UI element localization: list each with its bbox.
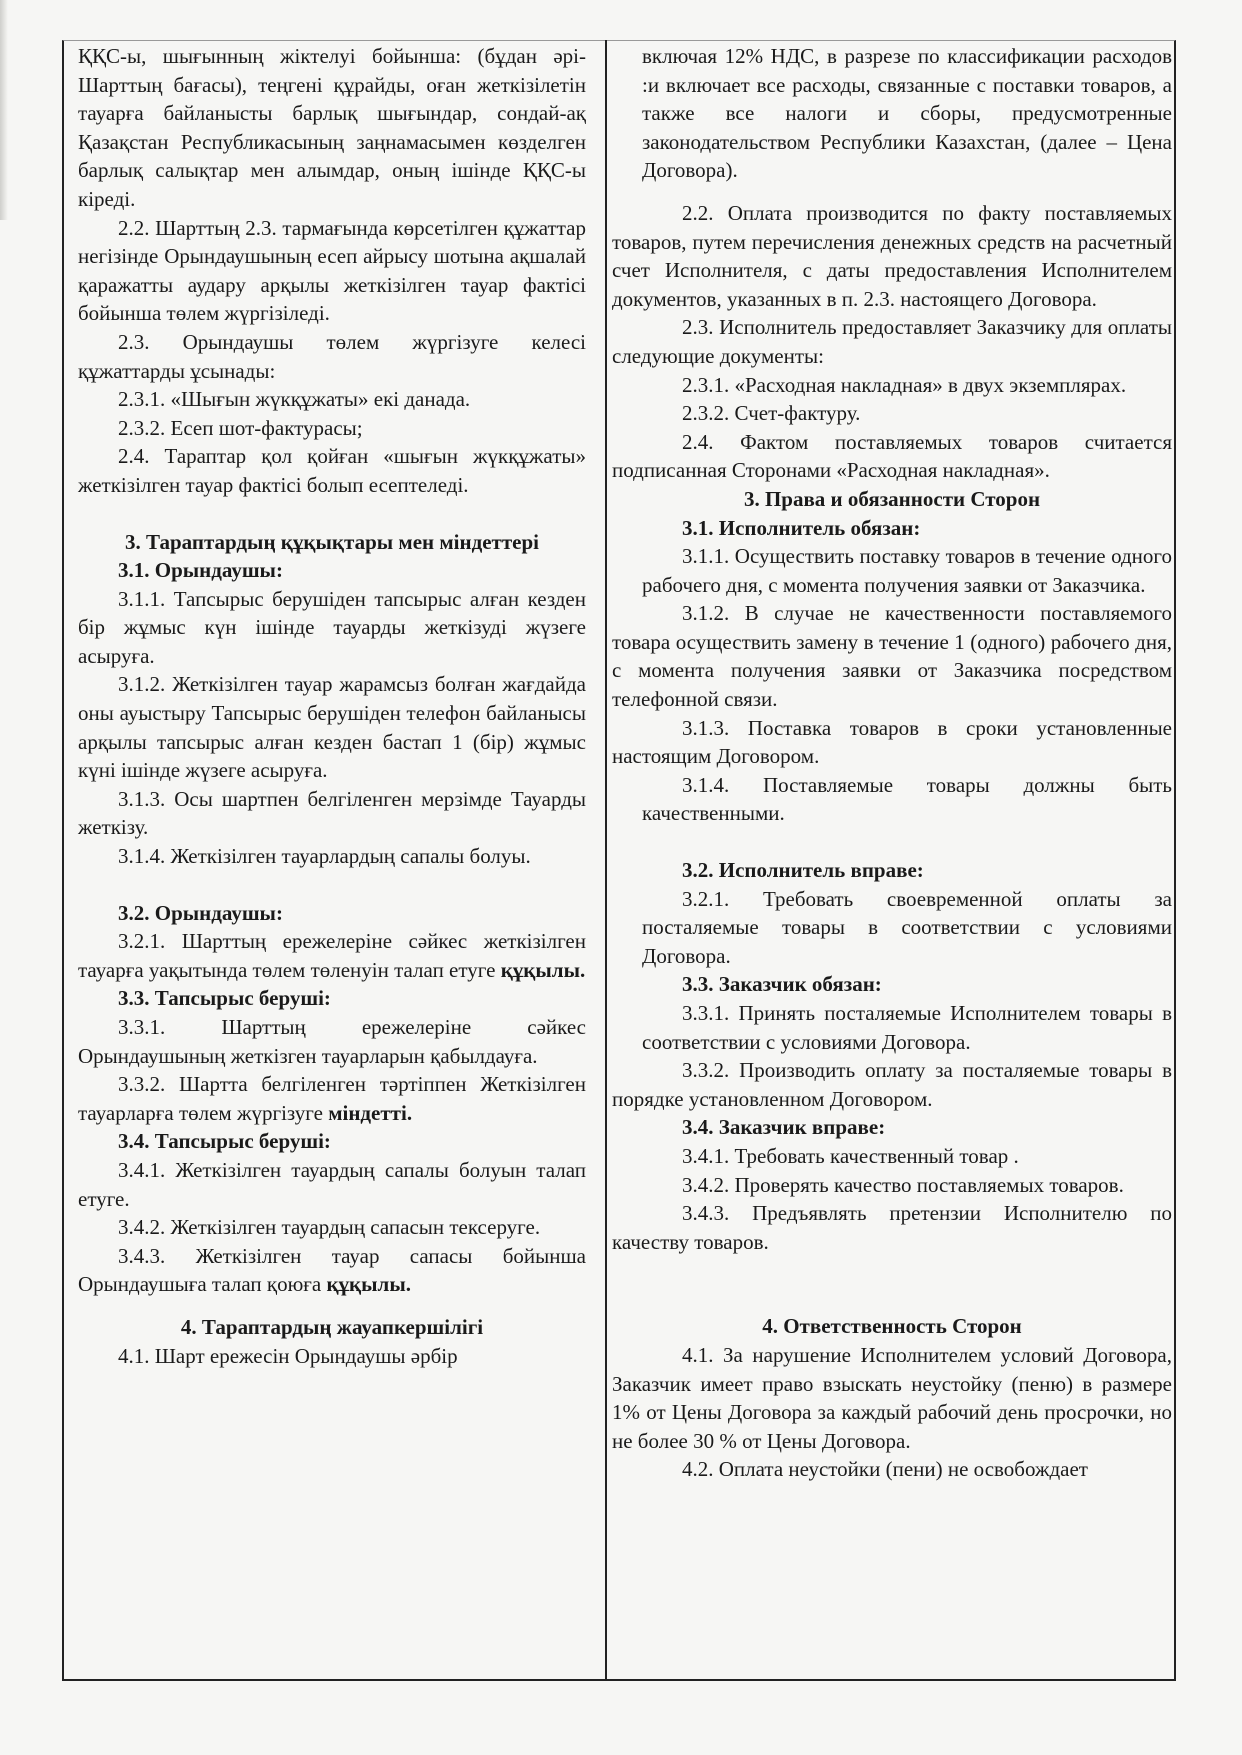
clause-3-1-4: 3.1.4. Поставляемые товары должны быть качественными. bbox=[642, 772, 1172, 826]
clause-2-3-2: 2.3.2. Есеп шот-фактурасы; bbox=[118, 415, 363, 440]
scan-shadow bbox=[0, 0, 8, 220]
clause-3-3-1: 3.3.1. Шарттың ережелеріне сәйкес Орындаушының жеткізген тауарларын қабылдауға. bbox=[78, 1015, 586, 1068]
clause-2-3-1: 2.3.1. «Расходная накладная» в двух экземплярах. bbox=[682, 372, 1127, 397]
column-divider bbox=[605, 40, 607, 1680]
clause-2-4: 2.4. Тараптар қол қойған «шығын жүкқұжаты» жеткізілген тауар фактісі болып есептеледі. bbox=[78, 444, 586, 497]
kazakh-column bbox=[78, 42, 586, 1370]
clause-4-1: 4.1. Шарт ережесін Орындаушы әрбір bbox=[118, 1343, 458, 1368]
clause-2-2: 2.2. Шарттың 2.3. тармағында көрсетілген құжаттар негізінде Орындаушының есеп айрысу шотына ақшалай қаражатты аудару арқылы жеткізілген тауар фактісі бойынша төлем жүргізіледі. bbox=[78, 215, 586, 326]
clause-4-1: 4.1. За нарушение Исполнителем условий Договора, Заказчик имеет право взыскать неустойку (пеню) в размере 1% от Цены Договора за каждый рабочий день просрочки, но не более 30 % от Цены Договора. bbox=[612, 1342, 1172, 1453]
subsection-3-1-heading: 3.1. Исполнитель обязан: bbox=[682, 515, 921, 540]
clause-3-1-1: 3.1.1. Тапсырыс берушіден тапсырыс алған кезден бір жұмыс күн ішінде тауарды жеткізуді жүзеге асыруға. bbox=[78, 586, 586, 668]
clause-3-3-2: 3.3.2. Производить оплату за посталяемые товары в порядке установленном Договором. bbox=[612, 1058, 1172, 1111]
subsection-3-3-heading: 3.3. Тапсырыс беруші: bbox=[118, 986, 331, 1011]
paragraph-price: включая 12% НДС, в разрезе по классификации расходов :и включает все расходы, связанные с поставки товаров, а также все налоги и сборы, предусмотренные законодательством Республики Казахстан, (далее – Цена Договора). bbox=[642, 44, 1172, 183]
section-4-heading: 4. Тараптардың жауапкершілігі bbox=[180, 1314, 484, 1339]
clause-3-4-1: 3.4.1. Жеткізілген тауардың сапалы болуын талап етуге. bbox=[78, 1157, 586, 1211]
clause-4-2: 4.2. Оплата неустойки (пени) не освобождает bbox=[682, 1457, 1088, 1482]
clause-2-3: 2.3. Исполнитель предоставляет Заказчику для оплаты следующие документы: bbox=[612, 315, 1172, 368]
section-4-heading: 4. Ответственность Сторон bbox=[762, 1314, 1022, 1339]
clause-3-4-1: 3.4.1. Требовать качественный товар . bbox=[682, 1143, 1019, 1168]
clause-3-4-3: 3.4.3. Предъявлять претензии Исполнителю по качеству товаров. bbox=[612, 1201, 1172, 1254]
clause-3-4-2: 3.4.2. Жеткізілген тауардың сапасын тексеруге. bbox=[118, 1215, 541, 1240]
clause-2-2: 2.2. Оплата производится по факту поставляемых товаров, путем перечисления денежных средств на расчетный счет Исполнителя, с даты предоставления Исполнителем документов, указанных в п. 2.3. настоящего Договора. bbox=[612, 200, 1172, 311]
subsection-3-2-heading: 3.2. Орындаушы: bbox=[118, 900, 283, 925]
russian-column bbox=[612, 42, 1172, 1484]
clause-3-1-2: 3.1.2. Жеткізілген тауар жарамсыз болған жағдайда оны ауыстыру Тапсырыс берушіден телефон байланысы арқылы тапсырыс алған кезден бастап 1 (бір) жұмыс күні ішінде жүзеге асыруға. bbox=[78, 672, 586, 783]
clause-3-1-3: 3.1.3. Осы шартпен белгіленген мерзімде Тауарды жеткізу. bbox=[78, 786, 586, 840]
clause-2-3-2: 2.3.2. Счет-фактуру. bbox=[682, 401, 861, 426]
clause-3-1-1: 3.1.1. Осуществить поставку товаров в течение одного рабочего дня, с момента получения заявки от Заказчика. bbox=[642, 544, 1172, 597]
clause-3-1-2: 3.1.2. В случае не качественности поставляемого товара осуществить замену в течение 1 (одного) рабочего дня, с момента получения заявки от Заказчика посредством телефонной связи. bbox=[612, 601, 1172, 712]
paragraph-price: ҚҚС-ы, шығынның жіктелуі бойынша: (бұдан әрі-Шарттың бағасы), теңгені құрайды, оған жеткізілетін тауарға байланысты барлық шығындар, сондай-ақ Қазақстан Республикасының заңнамасымен көзделген барлық салықтар мен алымдар, оның ішінде ҚҚС-ы кіреді. bbox=[78, 44, 586, 211]
clause-3-1-4: 3.1.4. Жеткізілген тауарлардың сапалы болуы. bbox=[118, 844, 531, 869]
clause-3-4-2: 3.4.2. Проверять качество поставляемых товаров. bbox=[682, 1172, 1124, 1197]
clause-2-3-1: 2.3.1. «Шығын жүкқұжаты» екі данада. bbox=[118, 387, 471, 412]
subsection-3-4-heading: 3.4. Тапсырыс беруші: bbox=[118, 1129, 331, 1154]
clause-3-2-1: 3.2.1. Требовать своевременной оплаты за посталяемые товары в соответствии с условиями Договора. bbox=[642, 886, 1172, 968]
clause-3-3-1: 3.3.1. Принять посталяемые Исполнителем товары в соответствии с условиями Договора. bbox=[642, 1001, 1172, 1054]
clause-2-3: 2.3. Орындаушы төлем жүргізуге келесі құжаттарды ұсынады: bbox=[78, 329, 586, 383]
clause-3-3-2: 3.3.2. Шартта белгіленген тәртіппен Жеткізілген тауарларға төлем жүргізуге міндетті. bbox=[78, 1072, 586, 1125]
clause-3-1-3: 3.1.3. Поставка товаров в сроки установленные настоящим Договором. bbox=[612, 715, 1172, 769]
clause-2-4: 2.4. Фактом поставляемых товаров считается подписанная Сторонами «Расходная накладная». bbox=[612, 429, 1172, 483]
subsection-3-2-heading: 3.2. Исполнитель вправе: bbox=[682, 858, 924, 883]
section-3-heading: 3. Права и обязанности Сторон bbox=[743, 486, 1041, 511]
section-3-heading: 3. Тараптардың құқықтары мен міндеттері bbox=[124, 529, 540, 554]
clause-3-4-3: 3.4.3. Жеткізілген тауар сапасы бойынша Орындаушыға талап қоюға құқылы. bbox=[78, 1243, 586, 1297]
subsection-3-3-heading: 3.3. Заказчик обязан: bbox=[682, 972, 882, 997]
subsection-3-1-heading: 3.1. Орындаушы: bbox=[118, 558, 283, 583]
subsection-3-4-heading: 3.4. Заказчик вправе: bbox=[682, 1115, 886, 1140]
clause-3-2-1: 3.2.1. Шарттың ережелеріне сәйкес жеткізілген тауарға уақытында төлем төленуін талап етуге құқылы. bbox=[78, 929, 586, 982]
